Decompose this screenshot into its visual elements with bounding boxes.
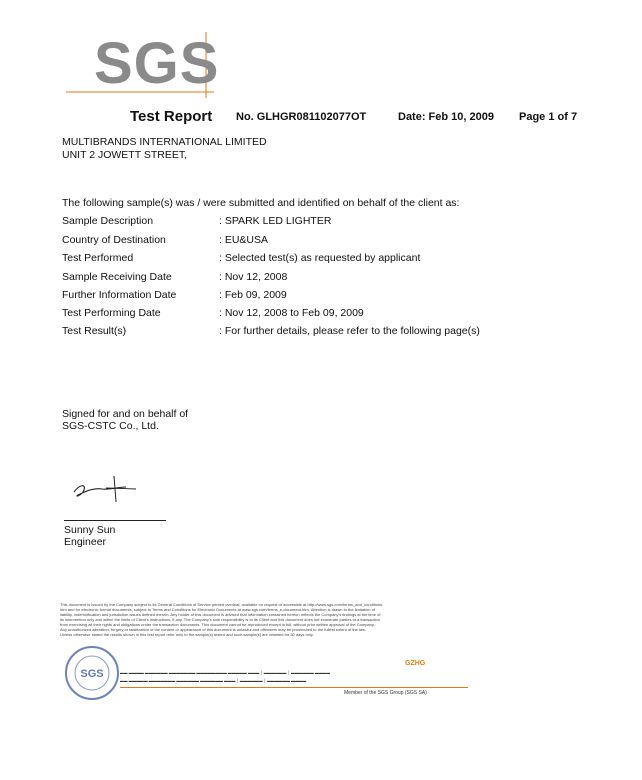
fineprint-line: its intervention only and within the limits of Client's instructions, if any. The Company's sole responsibility is to its Client and this document does not exonerate parties to a transaction [60, 617, 380, 622]
logo-text: SGS [94, 31, 220, 96]
fineprint-line: Unless otherwise stated the results shown in this test report refer only to the sample(s) tested and such sample(s) are retained for 30 days only. [60, 632, 314, 637]
detail-label: Test Result(s) [62, 325, 127, 337]
fineprint-line: Any unauthorized alteration, forgery or falsification of the content or appearance of this document is unlawful and offenders may be prosecuted to the fullest extent of the law. [60, 627, 366, 632]
page-indicator: Page 1 of 7 [519, 111, 578, 123]
report-date: Date: Feb 10, 2009 [398, 111, 494, 123]
signed-on-behalf: Signed for and on behalf of [62, 408, 189, 420]
client-address: UNIT 2 JOWETT STREET, [62, 149, 188, 161]
detail-label: Test Performing Date [62, 307, 161, 319]
signature-icon [66, 468, 150, 508]
company-name: SGS-CSTC Co., Ltd. [62, 420, 159, 432]
footer-divider [120, 687, 468, 688]
client-name: MULTIBRANDS INTERNATIONAL LIMITED [62, 136, 267, 148]
fineprint-line: from exercising all their rights and obligations under the transaction documents. This document cannot be reproduced except in full, without prior written approval of the Company. [60, 622, 375, 627]
detail-value: : Selected test(s) as requested by applicant [219, 252, 421, 264]
detail-label: Further Information Date [62, 289, 177, 301]
fineprint-line: liability, indemnification and jurisdiction issues defined therein. Any holder of this document is advised that information contained hereon reflects the Company's findings at the time of [60, 612, 381, 617]
detail-label: Sample Description [62, 215, 154, 227]
detail-value: : Nov 12, 2008 to Feb 09, 2009 [219, 307, 364, 319]
footer [60, 603, 470, 698]
footer-member-text: Member of the SGS Group (SGS SA) [344, 690, 427, 696]
detail-value: : For further details, please refer to the following page(s) [219, 325, 480, 337]
signer-title: Engineer [64, 536, 107, 548]
detail-label: Country of Destination [62, 234, 166, 246]
detail-value: : SPARK LED LIGHTER [219, 215, 332, 227]
intro-text: The following sample(s) was / were submitted and identified on behalf of the client as: [62, 197, 460, 209]
footer-gzhg-label: GZHG [405, 660, 426, 667]
signature-line [64, 520, 166, 521]
report-title: Test Report [130, 108, 213, 125]
footer-address-icon: ▬▬ ▬▬▬▬▬ ▬▬▬▬▬▬▬ ▬▬▬▬▬▬ ▬▬▬▬▬▬ ▬▬▬ │ ▬▬▬▬▬▬ │ ▬▬▬▬▬▬ ▬▬▬▬ [120, 679, 307, 683]
signer-name: Sunny Sun [64, 524, 116, 536]
stamp-icon [62, 643, 122, 703]
stamp-text: SGS [80, 668, 104, 680]
detail-value: : Feb 09, 2009 [219, 289, 287, 301]
detail-value: : Nov 12, 2008 [219, 271, 288, 283]
detail-label: Sample Receiving Date [62, 271, 172, 283]
footer-address-icon: ▬▬ ▬▬▬▬ ▬▬▬▬▬▬ ▬▬▬▬▬▬▬ ▬▬▬▬▬▬▬▬ ▬▬▬▬▬ ▬▬▬ │ ▬▬▬▬▬▬ │ ▬▬▬▬▬▬ ▬▬▬▬ [120, 671, 330, 675]
fineprint-line: htm and for electronic format documents, subject to Terms and Conditions for Electronic Documents at www.sgs.com/terms_e-document.htm. Attention is drawn to the limitation of [60, 607, 375, 612]
detail-label: Test Performed [62, 252, 134, 264]
report-number: No. GLHGR081102077OT [236, 111, 367, 123]
fineprint-line: This document is issued by the Company subject to its General Conditions of Service printed overleaf, available on request or accessible at http://www.sgs.com/terms_and_conditions. [60, 602, 384, 607]
sgs-logo [66, 28, 220, 100]
detail-value: : EU&USA [219, 234, 269, 246]
